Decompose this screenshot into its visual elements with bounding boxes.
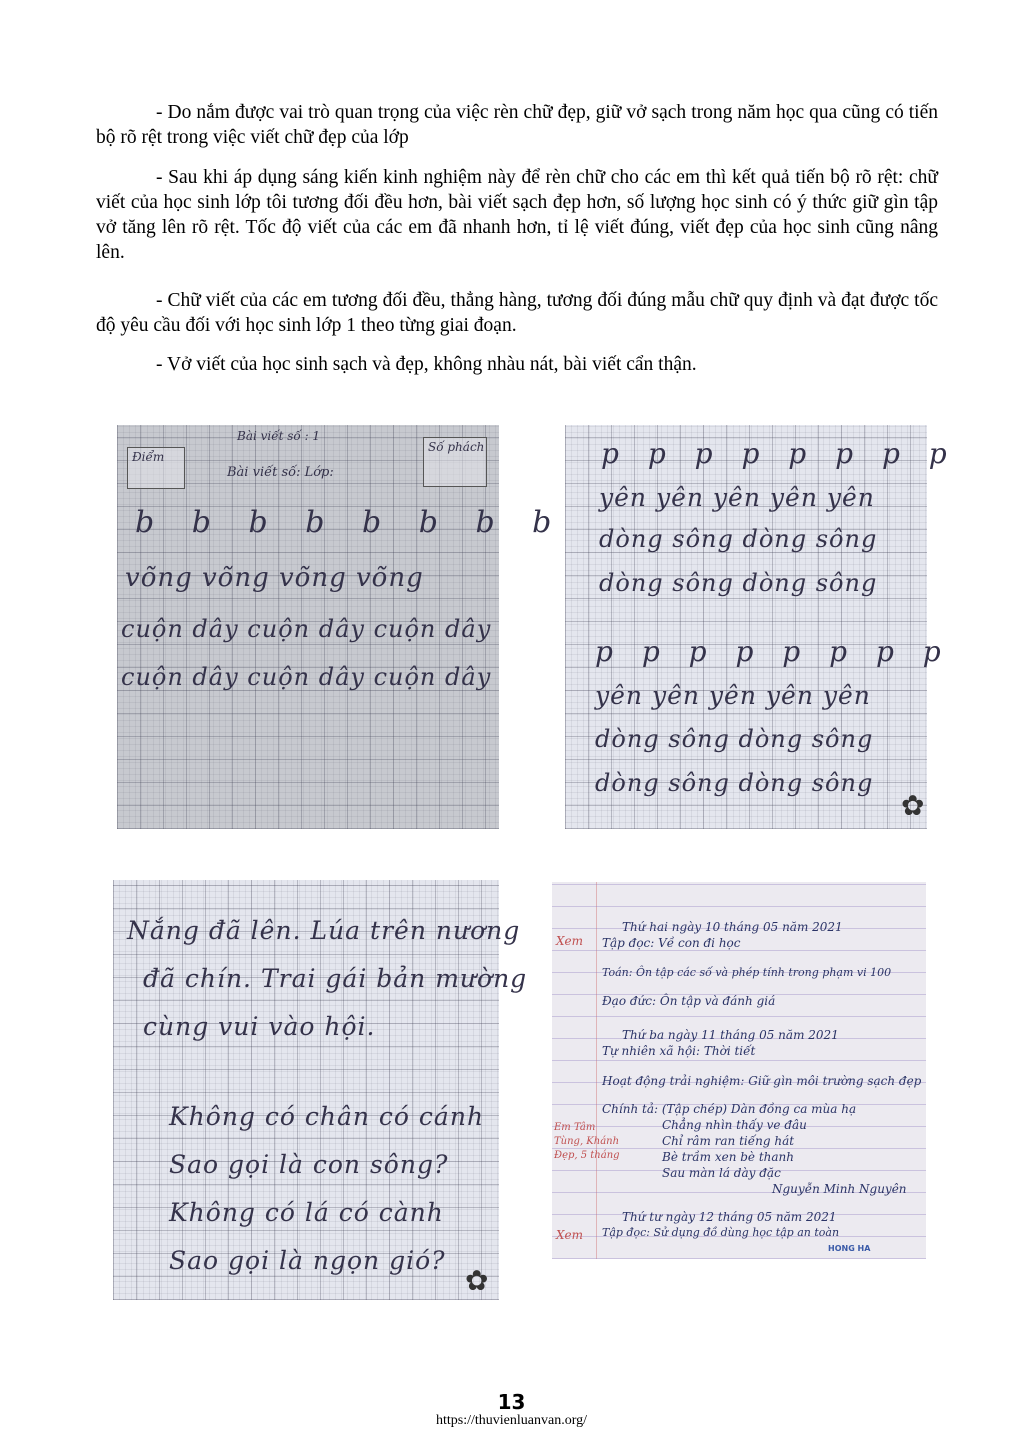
- notebook-line-4: Đạo đức: Ôn tập và đánh giá: [602, 994, 776, 1008]
- ornament-icon: ✿: [465, 1266, 489, 1297]
- notebook-line-13: Nguyễn Minh Nguyên: [772, 1182, 907, 1196]
- notebook-line-5: Thứ ba ngày 11 tháng 05 năm 2021: [622, 1028, 839, 1042]
- notebook-line-3: Toán: Ôn tập các số và phép tính trong phạm vi 100: [602, 966, 892, 979]
- margin-note-2: Em Tâm: [554, 1122, 596, 1133]
- photo3-line-2: đã chín. Trai gái bản mường: [143, 964, 528, 993]
- notebook-photo-4: [552, 882, 926, 1259]
- photo2-line-5: p p p p p p p p: [595, 635, 951, 668]
- notebook-line-14: Thứ tư ngày 12 tháng 05 năm 2021: [622, 1210, 837, 1224]
- margin-note-5: Xem: [556, 1228, 584, 1242]
- photo2-line-8: dòng sông dòng sông: [595, 769, 874, 797]
- photo2-line-7: dòng sông dòng sông: [595, 725, 874, 753]
- photo3-line-5: Sao gọi là con sông?: [169, 1150, 449, 1179]
- notebook-line-11: Bè trầm xen bè thanh: [662, 1150, 795, 1164]
- paragraph-2: - Sau khi áp dụng sáng kiến kinh nghiệm này để rèn chữ cho các em thì kết quả tiến bộ rõ rệt: chữ viết của học sinh lớp tôi tương đối đều hơn, bài viết sạch đẹp hơn, số lượng học sinh có ý thức giữ gìn tập vở tăng lên rõ rệt. Tốc độ viết của các em đã nhanh hơn, tỉ lệ viết đúng, viết đẹp của học sinh cũng nâng lên.: [96, 167, 938, 263]
- photo2-line-6: yên yên yên yên yên: [595, 681, 871, 710]
- notebook-line-15: Tập đọc: Sử dụng đồ dùng học tập an toàn: [602, 1226, 840, 1239]
- notebook-line-7: Hoạt động trải nghiệm: Giữ gìn môi trường sạch đẹp: [602, 1074, 922, 1088]
- margin-note-1: Xem: [556, 934, 584, 948]
- page-number: 13: [497, 1390, 526, 1414]
- photo3-line-7: Sao gọi là ngọn gió?: [169, 1246, 446, 1275]
- paragraph-3: - Chữ viết của các em tương đối đều, thẳng hàng, tương đối đúng mẫu chữ quy định và đạt được tốc độ yêu cầu đối với học sinh lớp 1 theo từng giai đoạn.: [96, 290, 938, 336]
- photo3-line-1: Nắng đã lên. Lúa trên nương: [127, 916, 521, 945]
- paragraph-1: - Do nắm được vai trò quan trọng của việc rèn chữ đẹp, giữ vở sạch trong năm học qua cũng có tiến bộ rõ rệt trong việc viết chữ đẹp của lớp: [96, 102, 938, 148]
- margin-note-4: Đẹp, 5 tháng: [554, 1150, 620, 1161]
- photo2-line-4: dòng sông dòng sông: [599, 569, 878, 597]
- notebook-line-6: Tự nhiên xã hội: Thời tiết: [602, 1044, 756, 1058]
- notebook-line-1: Thứ hai ngày 10 tháng 05 năm 2021: [622, 920, 843, 934]
- handwriting-photo-1: [117, 425, 566, 829]
- notebook-brand-logo: HONG HA: [828, 1244, 871, 1253]
- photo1-line-4: cuộn dây cuộn dây cuộn dây: [121, 663, 492, 691]
- photo2-line-2: yên yên yên yên yên: [599, 483, 875, 512]
- notebook-line-8: Chính tả: (Tập chép) Dàn đồng ca mùa hạ: [602, 1102, 857, 1116]
- margin-note-3: Tùng, Khánh: [554, 1136, 620, 1147]
- photo2-line-3: dòng sông dòng sông: [599, 525, 878, 553]
- footer-url: https://thuvienluanvan.org/: [435, 1413, 587, 1428]
- photo3-line-6: Không có lá có cành: [169, 1198, 444, 1227]
- photo2-line-1: p p p p p p p p: [601, 437, 957, 470]
- score-label: Điểm: [132, 450, 165, 464]
- score-box: [127, 447, 185, 489]
- handwriting-photo-2: [565, 425, 957, 829]
- photo1-line-1: b b b b b b b b: [135, 505, 566, 540]
- photo1-subheader: Bài viết số: Lớp:: [227, 465, 334, 480]
- code-box: [423, 437, 487, 487]
- notebook-line-9: Chẳng nhìn thấy ve đâu: [662, 1118, 807, 1132]
- photo1-line-3: cuộn dây cuộn dây cuộn dây: [121, 615, 492, 643]
- paragraph-4: - Vở viết của học sinh sạch và đẹp, không nhàu nát, bài viết cẩn thận.: [156, 354, 697, 375]
- photo3-line-4: Không có chân có cánh: [169, 1102, 485, 1131]
- notebook-line-12: Sau màn lá dày đặc: [662, 1166, 781, 1180]
- notebook-line-2: Tập đọc: Về con đi học: [602, 936, 741, 950]
- handwriting-photo-3: [113, 880, 528, 1300]
- code-label: Số phách: [428, 440, 485, 454]
- photo1-header: Bài viết số : 1: [237, 429, 321, 443]
- photo1-line-2: võng võng võng võng: [125, 563, 424, 593]
- ornament-icon: ✿: [901, 791, 925, 822]
- notebook-line-10: Chỉ râm ran tiếng hát: [662, 1134, 795, 1148]
- photo3-line-3: cùng vui vào hội.: [143, 1012, 376, 1041]
